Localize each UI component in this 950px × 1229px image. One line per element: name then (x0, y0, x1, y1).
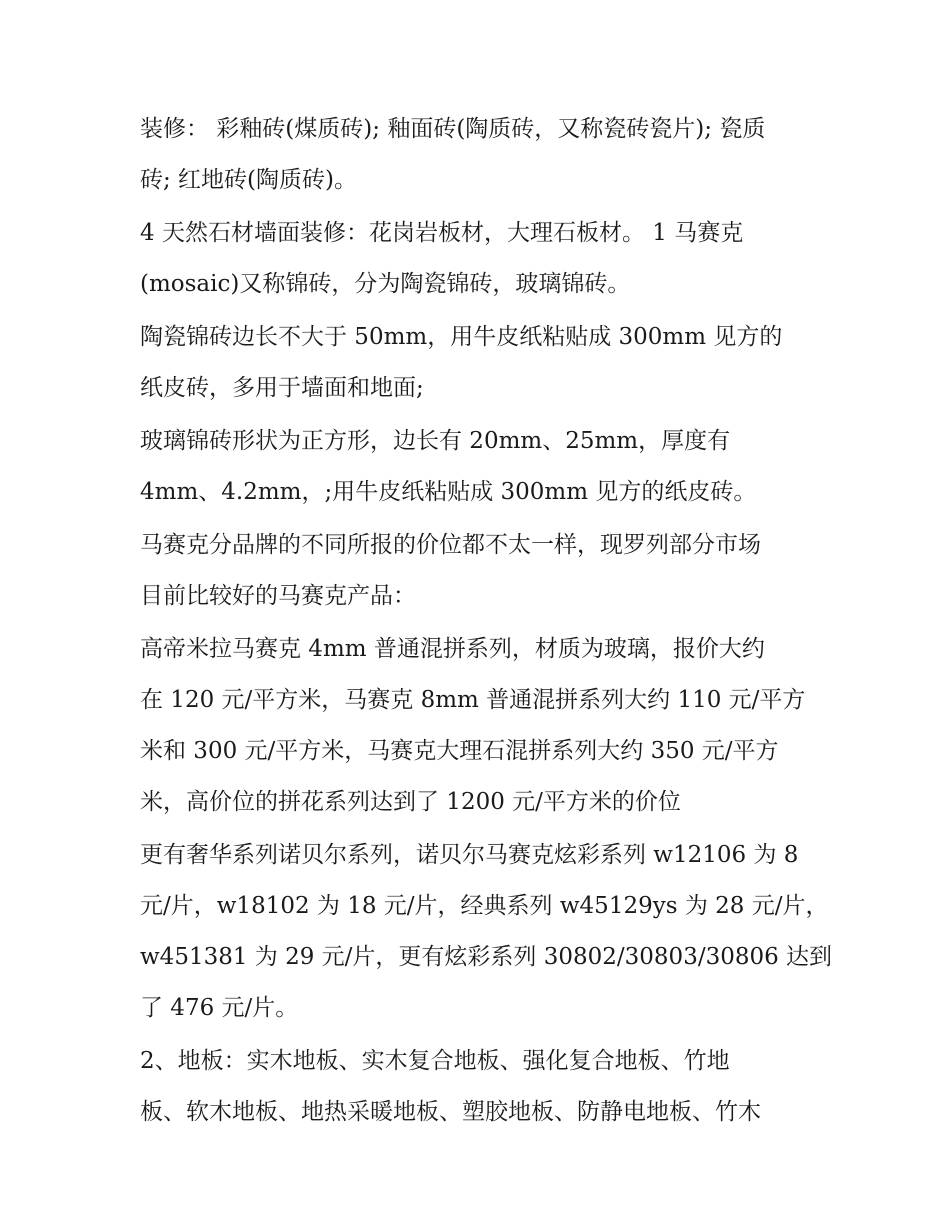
text-line: 玻璃锦砖形状为正方形，边长有 20mm、25mm，厚度有 (140, 428, 731, 454)
text-line: 马赛克分品牌的不同所报的价位都不太一样，现罗列部分市场 (140, 532, 761, 558)
text-line: 元/片，w18102 为 18 元/片，经典系列 w45129ys 为 28 元/片， (140, 893, 829, 919)
text-line: 陶瓷锦砖边长不大于 50mm，用牛皮纸粘贴成 300mm 见方的 (140, 324, 783, 350)
paragraph-glass-mosaic (140, 416, 820, 518)
paragraph-wall-tiles (140, 104, 820, 206)
text-line: 在 120 元/平方米，马赛克 8mm 普通混拼系列大约 110 元/平方 (140, 687, 806, 713)
text-line: 更有奢华系列诺贝尔系列，诺贝尔马赛克炫彩系列 w12106 为 8 (140, 842, 799, 868)
paragraph-stone-mosaic (140, 208, 820, 310)
text-line: 4 天然石材墙面装修：花岗岩板材，大理石板材。 1 马赛克 (140, 220, 744, 246)
text-line: 装修： 彩釉砖(煤质砖); 釉面砖(陶质砖，又称瓷砖瓷片); 瓷质 (140, 116, 766, 142)
paragraph-flooring (140, 1036, 820, 1138)
paragraph-nobel-prices (140, 830, 833, 1034)
text-line: 高帝米拉马赛克 4mm 普通混拼系列，材质为玻璃，报价大约 (140, 636, 765, 662)
text-line: 砖; 红地砖(陶质砖)。 (140, 167, 358, 193)
text-line: 纸皮砖，多用于墙面和地面; (140, 375, 424, 401)
text-line: 米和 300 元/平方米，马赛克大理石混拼系列大约 350 元/平方 (140, 738, 779, 764)
paragraph-mosaic-brands (140, 520, 820, 622)
text-line: w451381 为 29 元/片，更有炫彩系列 30802/30803/30806 达到 (140, 944, 833, 970)
text-line: 4mm、4.2mm，;用牛皮纸粘贴成 300mm 见方的纸皮砖。 (140, 479, 757, 505)
text-line: 了 476 元/片。 (140, 995, 299, 1021)
text-line: 板、软木地板、地热采暖地板、塑胶地板、防静电地板、竹木 (140, 1099, 761, 1125)
document-body (140, 104, 833, 1140)
text-line: (mosaic)又称锦砖，分为陶瓷锦砖，玻璃锦砖。 (140, 271, 631, 297)
paragraph-ceramic-mosaic (140, 312, 820, 414)
text-line: 米，高价位的拼花系列达到了 1200 元/平方米的价位 (140, 789, 681, 815)
paragraph-gaodi-prices (140, 624, 820, 828)
text-line: 目前比较好的马赛克产品： (140, 583, 416, 609)
text-line: 2、地板：实木地板、实木复合地板、强化复合地板、竹地 (140, 1048, 730, 1074)
